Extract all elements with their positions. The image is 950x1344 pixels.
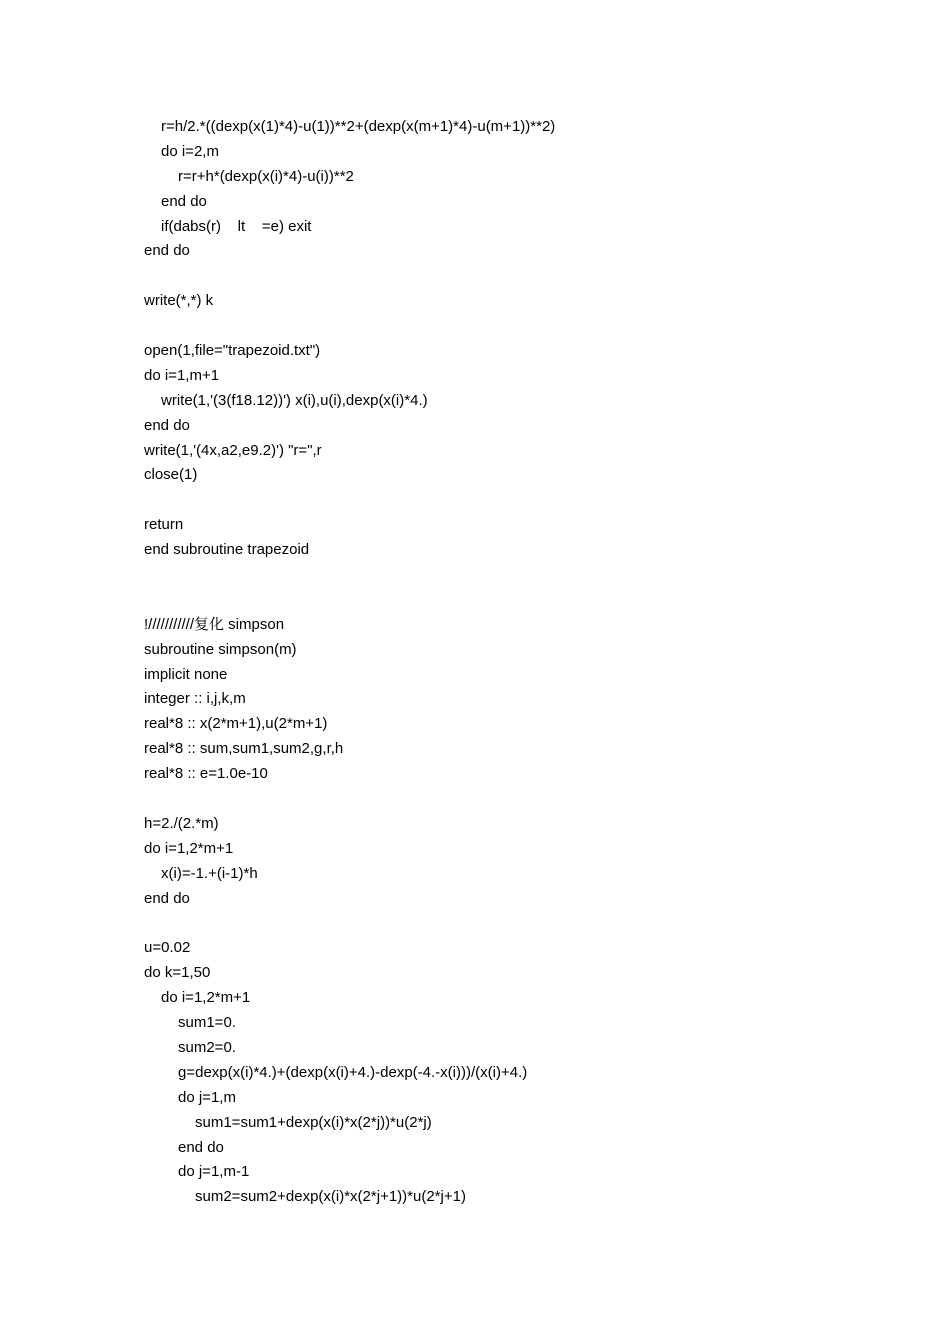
code-line: end subroutine trapezoid	[144, 541, 310, 559]
blank-line	[144, 912, 904, 937]
code-line: do j=1,m-1	[178, 1163, 250, 1181]
code-listing	[144, 115, 904, 1210]
blank-line	[144, 588, 904, 613]
blank-line	[144, 563, 904, 588]
code-line: if(dabs(r) lt =e) exit	[161, 217, 312, 235]
code-line: subroutine simpson(m)	[144, 640, 297, 658]
code-line: x(i)=-1.+(i-1)*h	[161, 864, 258, 882]
code-line: end do	[178, 1138, 224, 1156]
code-line: h=2./(2.*m)	[144, 814, 219, 832]
code-line: open(1,file="trapezoid.txt")	[144, 342, 321, 360]
code-line: end do	[144, 889, 190, 907]
code-line: do i=1,2*m+1	[144, 839, 234, 857]
code-line: real*8 :: e=1.0e-10	[144, 765, 268, 783]
code-line: sum1=0.	[178, 1014, 236, 1032]
blank-line	[144, 488, 904, 513]
code-line: !///////////复化 simpson	[144, 615, 285, 633]
code-line: sum2=sum2+dexp(x(i)*x(2*j+1))*u(2*j+1)	[195, 1188, 466, 1206]
code-line: end do	[161, 192, 207, 210]
code-line: close(1)	[144, 466, 198, 484]
code-line: real*8 :: sum,sum1,sum2,g,r,h	[144, 740, 344, 758]
code-line: real*8 :: x(2*m+1),u(2*m+1)	[144, 715, 328, 733]
code-line: do i=1,2*m+1	[161, 989, 251, 1007]
code-line: end do	[144, 242, 190, 260]
code-line: do j=1,m	[178, 1088, 236, 1106]
blank-line	[144, 314, 904, 339]
code-line: g=dexp(x(i)*4.)+(dexp(x(i)+4.)-dexp(-4.-x(i)))/(x(i)+4.)	[178, 1063, 528, 1081]
code-line: sum2=0.	[178, 1038, 236, 1056]
code-line: integer :: i,j,k,m	[144, 690, 246, 708]
code-line: u=0.02	[144, 939, 191, 957]
code-line: implicit none	[144, 665, 228, 683]
code-line: do i=1,m+1	[144, 366, 220, 384]
code-line: write(*,*) k	[144, 292, 214, 310]
code-line: r=r+h*(dexp(x(i)*4)-u(i))**2	[178, 167, 354, 185]
blank-line	[144, 787, 904, 812]
code-line: do k=1,50	[144, 964, 211, 982]
code-line: write(1,'(3(f18.12))') x(i),u(i),dexp(x(i)*4.)	[161, 391, 428, 409]
code-line: r=h/2.*((dexp(x(1)*4)-u(1))**2+(dexp(x(m+1)*4)-u(m+1))**2)	[161, 118, 556, 135]
code-line: write(1,'(4x,a2,e9.2)') "r=",r	[144, 441, 322, 459]
code-line: do i=2,m	[161, 142, 219, 160]
code-line: sum1=sum1+dexp(x(i)*x(2*j))*u(2*j)	[195, 1113, 432, 1131]
code-line: return	[144, 516, 184, 534]
blank-line	[144, 264, 904, 289]
code-line: end do	[144, 416, 190, 434]
